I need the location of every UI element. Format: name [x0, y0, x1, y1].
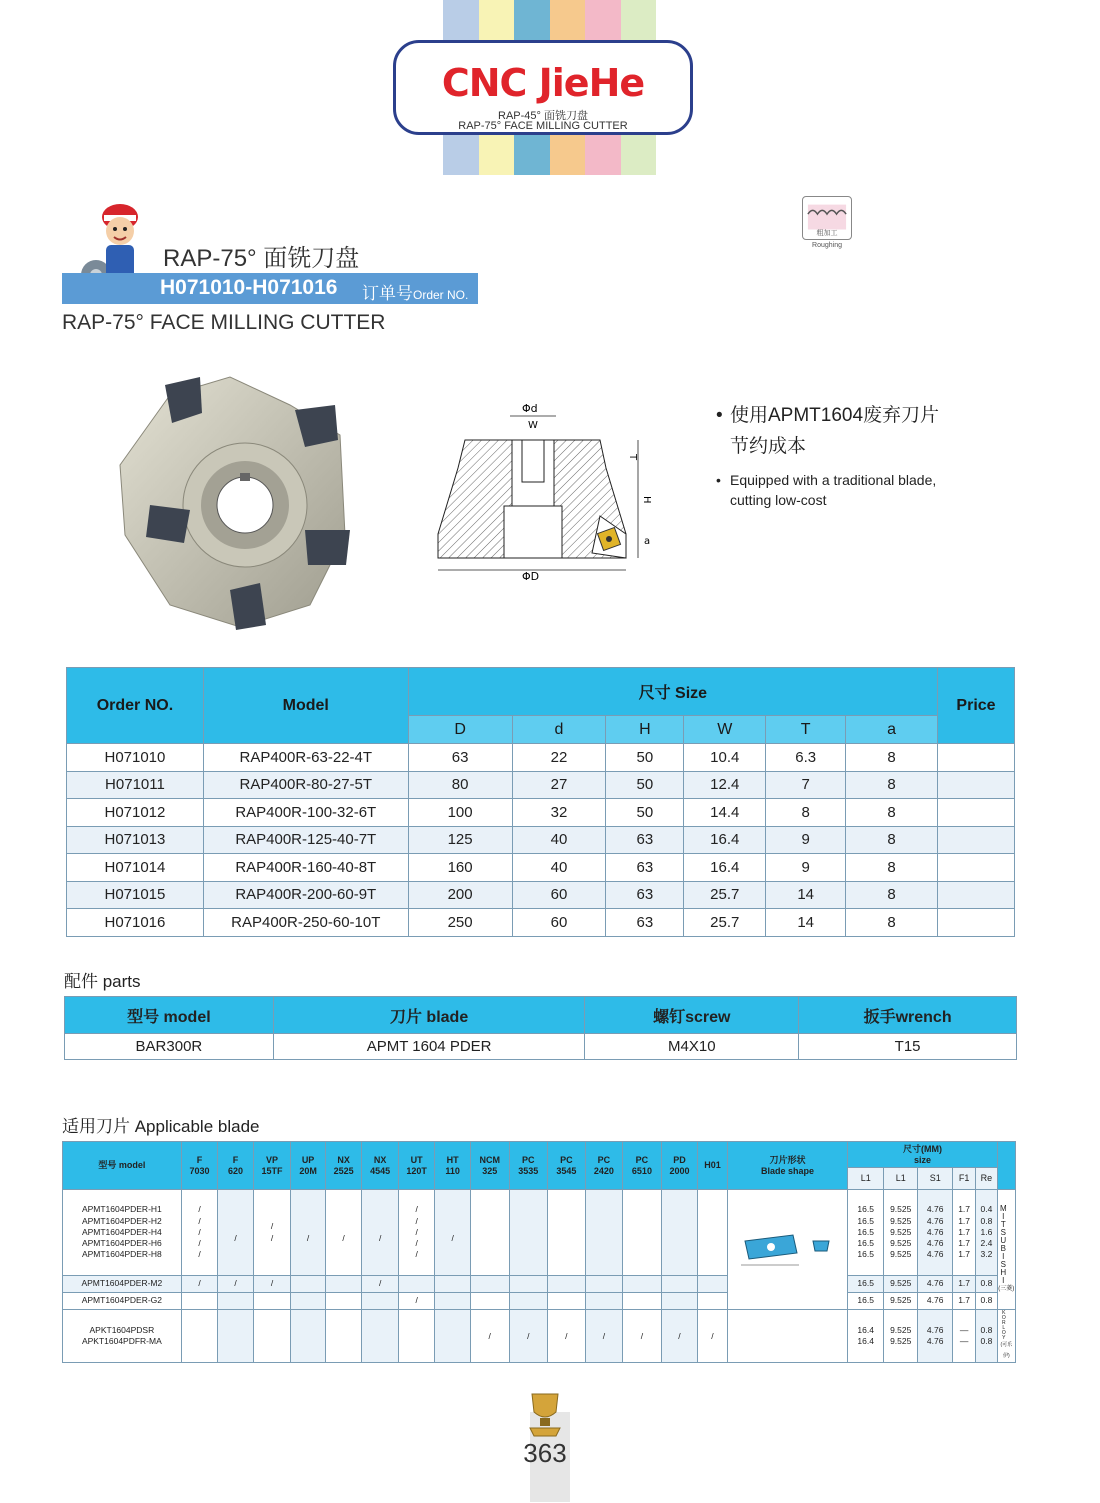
table-cell: 14.4	[684, 799, 766, 827]
grade-col	[362, 1142, 399, 1190]
grade-brand: PC	[635, 1154, 649, 1165]
grade-mark: /	[218, 1276, 254, 1293]
size-value: 16.5	[848, 1293, 884, 1310]
grade-brand: HT	[446, 1154, 459, 1165]
spec-table	[66, 667, 1015, 937]
table-cell: 60	[512, 881, 606, 909]
grade-brand: NX	[373, 1154, 387, 1165]
brand-name: CNC JieHe	[441, 61, 645, 105]
grade-mark: /	[585, 1310, 623, 1363]
parts-wrench: T15	[799, 1034, 1017, 1060]
size-col-a: a	[846, 716, 938, 744]
size-value: 9.525 9.525	[883, 1310, 918, 1363]
blade-row-m2	[63, 1276, 1016, 1293]
applicable-blade-title: 适用刀片 Applicable blade	[62, 1117, 260, 1136]
blade-row-group1	[63, 1190, 1016, 1276]
size-value: 9.525 9.525 9.525 9.525 9.525	[883, 1190, 918, 1276]
grade-mark	[181, 1310, 218, 1363]
grade-mark	[661, 1293, 698, 1310]
parts-col-blade: 刀片 blade	[273, 997, 585, 1034]
size-value: 4.76	[918, 1293, 953, 1310]
table-cell: RAP400R-250-60-10T	[203, 909, 408, 937]
grade-brand: UT	[410, 1154, 423, 1165]
table-row	[67, 799, 1015, 827]
parts-col-model: 型号 model	[65, 997, 274, 1034]
grade-code: 20M	[299, 1165, 317, 1176]
grade-mark	[253, 1293, 291, 1310]
parts-screw: M4X10	[585, 1034, 799, 1060]
brand-subtitle-cn: RAP-45° 面铣刀盘	[498, 110, 588, 122]
table-cell	[937, 826, 1014, 854]
table-cell: 22	[512, 744, 606, 772]
feature-cn: • 使用APMT1604废弃刀片 节约成本	[716, 405, 940, 457]
table-cell: 10.4	[684, 744, 766, 772]
size-value: 4.76	[918, 1276, 953, 1293]
size-value: 16.5	[848, 1276, 884, 1293]
grade-mark	[435, 1293, 471, 1310]
grade-brand: H01	[704, 1160, 721, 1170]
size-col	[848, 1142, 997, 1168]
grade-brand: PC	[560, 1154, 573, 1165]
grade-mark	[623, 1293, 662, 1310]
grade-mark	[698, 1293, 727, 1310]
grade-code: 7030	[189, 1165, 210, 1176]
blade-row-apkt	[63, 1310, 1016, 1363]
grade-mark	[253, 1310, 291, 1363]
table-cell: 50	[606, 799, 684, 827]
table-cell: 200	[408, 881, 512, 909]
grade-col	[218, 1142, 254, 1190]
grade-code: 3545	[556, 1165, 577, 1176]
table-cell: 9	[766, 854, 846, 882]
table-cell: 16.4	[684, 854, 766, 882]
table-cell: 6.3	[766, 744, 846, 772]
table-row	[67, 744, 1015, 772]
size-value: 1.7	[952, 1276, 975, 1293]
table-cell: 63	[606, 881, 684, 909]
table-cell: H071011	[67, 771, 204, 799]
size-col-T: T	[766, 716, 846, 744]
size-value: 1.7 1.7 1.7 1.7 1.7	[952, 1190, 975, 1276]
dim-a: a	[644, 536, 651, 547]
grade-brand: PC	[522, 1154, 535, 1165]
grade-mark: /	[218, 1190, 254, 1276]
table-row	[67, 881, 1015, 909]
grade-mark: /	[470, 1310, 509, 1363]
grade-mark: /	[435, 1190, 471, 1276]
grade-mark: /	[509, 1310, 548, 1363]
grade-mark	[398, 1310, 435, 1363]
grade-mark	[585, 1293, 623, 1310]
grade-mark	[325, 1310, 362, 1363]
table-cell: 14	[766, 909, 846, 937]
grade-mark	[291, 1276, 326, 1293]
grade-mark: /	[623, 1310, 662, 1363]
grade-mark	[398, 1276, 435, 1293]
table-cell: 80	[408, 771, 512, 799]
table-cell: 8	[846, 799, 938, 827]
blade-models: APMT1604PDER-H1 APMT1604PDER-H2 APMT1604PDER-H4 APMT1604PDER-H6 APMT1604PDER-H8	[63, 1190, 182, 1276]
grade-mark	[698, 1190, 727, 1276]
grade-mark	[470, 1293, 509, 1310]
face-milling-cutter-image	[110, 365, 360, 635]
grade-mark: /	[661, 1310, 698, 1363]
order-code-range: H071010-H071016	[160, 276, 338, 299]
table-cell: 8	[846, 909, 938, 937]
grade-mark: /	[362, 1276, 399, 1293]
grade-col	[470, 1142, 509, 1190]
table-row	[67, 909, 1015, 937]
table-cell: 100	[408, 799, 512, 827]
grade-mark: / /	[253, 1190, 291, 1276]
grade-mark	[470, 1276, 509, 1293]
col-price: Price	[937, 668, 1014, 744]
dim-D: ΦD	[522, 570, 540, 583]
roughing-label-cn: 粗加工	[816, 230, 838, 237]
table-cell: RAP400R-63-22-4T	[203, 744, 408, 772]
table-cell: H071013	[67, 826, 204, 854]
grade-mark: /	[698, 1310, 727, 1363]
table-cell: 12.4	[684, 771, 766, 799]
grade-col	[548, 1142, 586, 1190]
dim-d: Φd	[522, 402, 538, 415]
grade-mark	[548, 1276, 586, 1293]
col-model: Model	[203, 668, 408, 744]
table-cell: 8	[846, 771, 938, 799]
col-order-no: Order NO.	[67, 668, 204, 744]
order-label: 订单号Order NO.	[362, 284, 469, 303]
grade-brand: NCM	[479, 1154, 500, 1165]
grade-mark	[585, 1276, 623, 1293]
table-cell: 63	[606, 826, 684, 854]
table-cell: H071012	[67, 799, 204, 827]
table-cell: 50	[606, 771, 684, 799]
grade-mark: /	[181, 1276, 218, 1293]
table-cell: 8	[846, 744, 938, 772]
table-cell: 40	[512, 826, 606, 854]
grade-col	[253, 1142, 291, 1190]
blade-shape-icon	[727, 1190, 848, 1310]
table-cell	[937, 909, 1014, 937]
shape-header-en: Blade shape	[761, 1165, 815, 1176]
grade-col	[623, 1142, 662, 1190]
table-cell: RAP400R-125-40-7T	[203, 826, 408, 854]
blade-models: APKT1604PDSR APKT1604PDFR-MA	[63, 1310, 182, 1363]
size-header-cn: 尺寸(MM)	[903, 1143, 943, 1154]
grade-code: 6510	[631, 1165, 652, 1176]
grade-mark	[362, 1293, 399, 1310]
grade-col	[435, 1142, 471, 1190]
grade-code: 325	[482, 1165, 498, 1176]
grade-col	[398, 1142, 435, 1190]
page-number: 363	[523, 1438, 567, 1468]
grade-col	[661, 1142, 698, 1190]
grade-mark	[509, 1293, 548, 1310]
size-value: 0.8	[976, 1293, 997, 1310]
grade-mark: /	[291, 1190, 326, 1276]
grade-col	[325, 1142, 362, 1190]
parts-col-screw: 螺钉screw	[585, 997, 799, 1034]
table-cell	[937, 799, 1014, 827]
grade-mark: / / / / /	[398, 1190, 435, 1276]
shape-header-cn: 刀片形状	[769, 1154, 806, 1165]
table-cell: 50	[606, 744, 684, 772]
order-number-bar	[62, 273, 478, 304]
table-cell: 27	[512, 771, 606, 799]
table-cell: 16.4	[684, 826, 766, 854]
table-cell: 8	[766, 799, 846, 827]
size-value: 0.8	[976, 1276, 997, 1293]
grade-code: 15TF	[261, 1165, 283, 1176]
table-cell	[937, 744, 1014, 772]
grade-col	[509, 1142, 548, 1190]
grade-mark: /	[362, 1190, 399, 1276]
blade-shape-col	[727, 1142, 848, 1190]
table-row	[67, 854, 1015, 882]
table-cell	[937, 771, 1014, 799]
table-cell: 250	[408, 909, 512, 937]
grade-mark	[291, 1293, 326, 1310]
grade-mark	[548, 1190, 586, 1276]
size-col-W: W	[684, 716, 766, 744]
grade-mark: /	[548, 1310, 586, 1363]
feature-en: • Equipped with a traditional blade, cutting low-cost	[716, 472, 937, 508]
grade-mark	[291, 1310, 326, 1363]
product-title-en: RAP-75° FACE MILLING CUTTER	[62, 311, 386, 334]
dim-w: W	[528, 420, 538, 431]
grade-mark	[470, 1190, 509, 1276]
grade-col	[291, 1142, 326, 1190]
grade-brand: PC	[597, 1154, 611, 1165]
grade-mark	[218, 1310, 254, 1363]
size-value: 9.525	[883, 1293, 918, 1310]
grade-code: 620	[228, 1165, 244, 1176]
grade-brand: F	[232, 1154, 239, 1165]
size-col-d: d	[512, 716, 606, 744]
dim-t: T	[627, 454, 638, 461]
grade-mark: /	[253, 1276, 291, 1293]
brand-subtitle-en: RAP-75° FACE MILLING CUTTER	[458, 120, 628, 132]
table-cell: 25.7	[684, 909, 766, 937]
grade-mark	[435, 1310, 471, 1363]
grade-mark	[181, 1293, 218, 1310]
table-cell: H071014	[67, 854, 204, 882]
size-value: 0.4 0.8 1.6 2.4 3.2	[976, 1190, 997, 1276]
table-cell: 32	[512, 799, 606, 827]
applicable-blade-table	[62, 1141, 1016, 1363]
parts-col-wrench: 扳手wrench	[799, 997, 1017, 1034]
grade-col	[585, 1142, 623, 1190]
size-col-D: D	[408, 716, 512, 744]
table-cell: RAP400R-160-40-8T	[203, 854, 408, 882]
roughing-label-en: Roughing	[812, 242, 842, 249]
table-cell: 14	[766, 881, 846, 909]
table-row	[67, 771, 1015, 799]
grade-brand: UP	[301, 1154, 315, 1165]
grade-mark	[509, 1276, 548, 1293]
grade-col	[698, 1142, 727, 1190]
blade-shape-empty	[727, 1310, 848, 1363]
grade-mark	[623, 1276, 662, 1293]
grade-code: 2525	[333, 1165, 354, 1176]
table-cell	[937, 854, 1014, 882]
grade-brand: NX	[337, 1154, 350, 1165]
size-value: 16.4 16.4	[848, 1310, 884, 1363]
grade-mark	[698, 1276, 727, 1293]
grade-mark	[435, 1276, 471, 1293]
size-sub-col: S1	[918, 1168, 953, 1190]
trophy-icon	[520, 1390, 570, 1440]
grade-code: 2000	[669, 1165, 690, 1176]
table-cell: RAP400R-80-27-5T	[203, 771, 408, 799]
table-cell: 25.7	[684, 881, 766, 909]
parts-title: 配件 parts	[64, 972, 141, 991]
brand-logo	[393, 40, 693, 135]
table-cell: 125	[408, 826, 512, 854]
blade-model: APMT1604PDER-M2	[63, 1276, 182, 1293]
size-col-H: H	[606, 716, 684, 744]
grade-code: 4545	[370, 1165, 391, 1176]
maker-mitsubishi: MITSUBISHI (三菱)	[997, 1190, 1015, 1310]
parts-blade: APMT 1604 PDER	[273, 1034, 585, 1060]
table-cell: RAP400R-200-60-9T	[203, 881, 408, 909]
maker-col	[997, 1142, 1015, 1190]
grade-mark: /	[325, 1190, 362, 1276]
grade-mark: /	[398, 1293, 435, 1310]
grade-mark	[325, 1293, 362, 1310]
size-value: 0.8 0.8	[976, 1310, 997, 1363]
table-cell: H071016	[67, 909, 204, 937]
table-cell: 9	[766, 826, 846, 854]
grade-brand: VP	[266, 1154, 279, 1165]
grade-code: 3535	[518, 1165, 539, 1176]
table-cell: 160	[408, 854, 512, 882]
table-cell: H071015	[67, 881, 204, 909]
size-value: 9.525	[883, 1276, 918, 1293]
grade-mark	[218, 1293, 254, 1310]
grade-mark	[362, 1310, 399, 1363]
grade-code: 110	[445, 1165, 460, 1176]
size-sub-col: L1	[883, 1168, 918, 1190]
grade-mark	[325, 1276, 362, 1293]
grade-mark	[661, 1276, 698, 1293]
table-cell: RAP400R-100-32-6T	[203, 799, 408, 827]
parts-model: BAR300R	[65, 1034, 274, 1060]
table-cell: H071010	[67, 744, 204, 772]
size-sub-col: L1	[848, 1168, 884, 1190]
table-cell: 8	[846, 881, 938, 909]
table-cell	[937, 881, 1014, 909]
blade-row-g2	[63, 1293, 1016, 1310]
size-value: — —	[952, 1310, 975, 1363]
col-size: 尺寸 Size	[408, 668, 937, 716]
size-value: 16.5 16.5 16.5 16.5 16.5	[848, 1190, 884, 1276]
dim-h: H	[641, 496, 652, 504]
size-value: 4.76 4.76 4.76 4.76 4.76	[918, 1190, 953, 1276]
table-cell: 60	[512, 909, 606, 937]
table-cell: 63	[606, 909, 684, 937]
grade-code: 2420	[593, 1165, 614, 1176]
grade-mark: / / / / /	[181, 1190, 218, 1276]
cutter-dimension-drawing	[430, 398, 665, 588]
size-header-en: size	[914, 1154, 932, 1165]
table-cell: 63	[408, 744, 512, 772]
parts-table	[64, 996, 1017, 1060]
appl-col-model: 型号 model	[63, 1142, 182, 1190]
table-cell: 8	[846, 854, 938, 882]
maker-korloy: KORLOY (可乐伊)	[997, 1310, 1015, 1363]
table-cell: 7	[766, 771, 846, 799]
grade-mark	[509, 1190, 548, 1276]
size-value: 1.7	[952, 1293, 975, 1310]
grade-code: 120T	[406, 1165, 427, 1176]
table-row	[67, 826, 1015, 854]
blade-model: APMT1604PDER-G2	[63, 1293, 182, 1310]
grade-brand: PD	[673, 1154, 686, 1165]
grade-brand: F	[196, 1154, 203, 1165]
grade-mark	[585, 1190, 623, 1276]
product-title-cn: RAP-75° 面铣刀盘	[163, 245, 360, 272]
grade-mark	[623, 1190, 662, 1276]
table-cell: 63	[606, 854, 684, 882]
size-sub-col: F1	[952, 1168, 975, 1190]
grade-col	[181, 1142, 218, 1190]
table-cell: 40	[512, 854, 606, 882]
size-sub-col: Re	[976, 1168, 997, 1190]
size-value: 4.76 4.76	[918, 1310, 953, 1363]
grade-mark	[661, 1190, 698, 1276]
grade-mark	[548, 1293, 586, 1310]
table-cell: 8	[846, 826, 938, 854]
